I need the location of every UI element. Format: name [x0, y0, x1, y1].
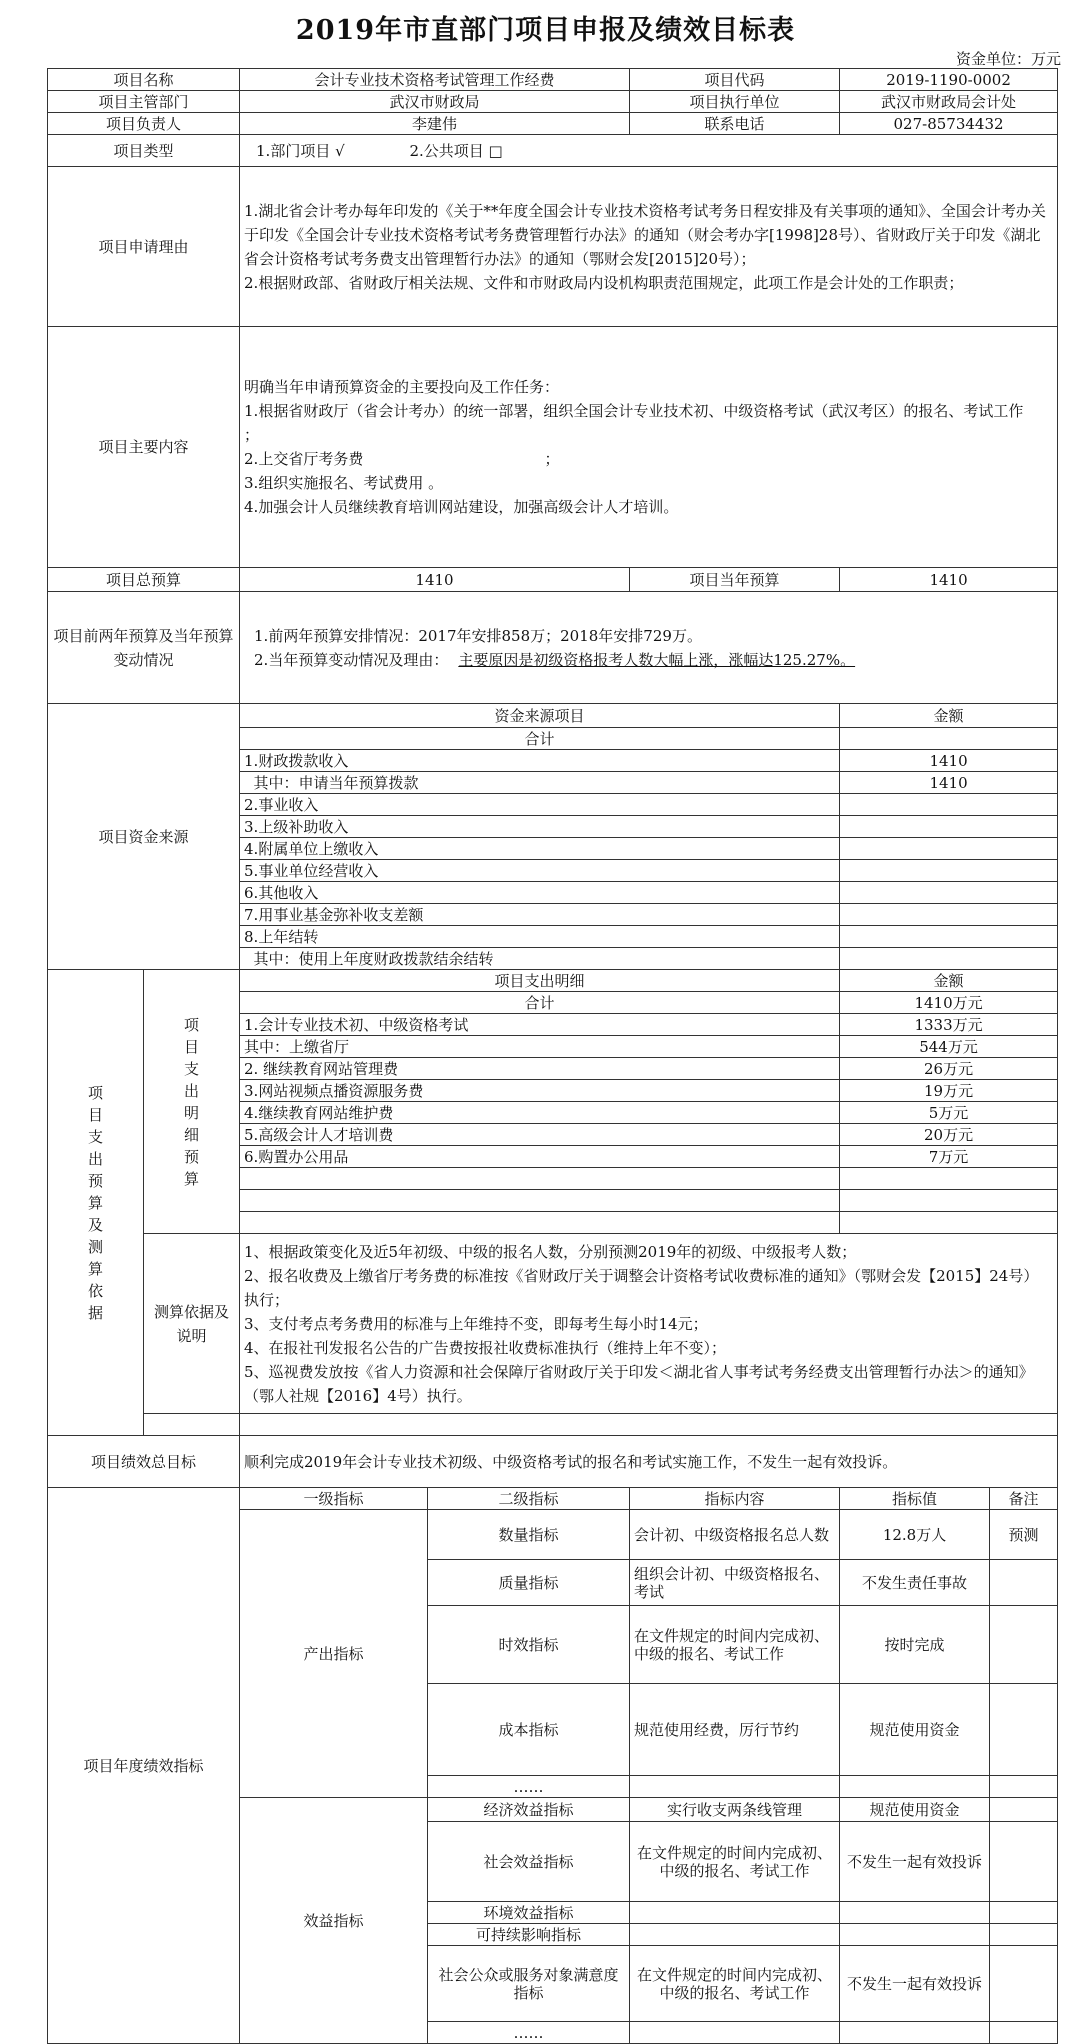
project-name-value: 会计专业技术资格考试管理工作经费: [240, 69, 630, 91]
ind-l2: 质量指标: [428, 1560, 630, 1606]
ind-content: [630, 1924, 840, 1946]
source-head-amount: 金额: [840, 704, 1058, 728]
expense-empty-row: [240, 1190, 840, 1212]
ind-note: [990, 2022, 1058, 2044]
ind-note: [990, 1946, 1058, 2022]
source-row: 1.财政拨款收入: [240, 750, 840, 772]
expense-empty-amount: [840, 1168, 1058, 1190]
detail-label-text: 项目支出明细预算: [184, 1015, 200, 1188]
content-text: [240, 327, 1081, 568]
source-row: 4.附属单位上缴收入: [240, 838, 840, 860]
change-text: [240, 592, 1058, 704]
source-row: 其中：申请当年预算拨款: [240, 772, 840, 794]
ind-content: 组织会计初、中级资格报名、考试: [630, 1560, 840, 1606]
project-name-label: 项目名称: [48, 69, 240, 91]
ind-content: [630, 2022, 840, 2044]
reason-text: [240, 167, 1058, 327]
ind-head-l1: 一级指标: [240, 1488, 428, 1510]
expense-total-amount: 1410万元: [840, 992, 1058, 1014]
owner-label: 项目负责人: [48, 113, 240, 135]
expense-label-text: 项目支出预算及测算依据: [88, 1083, 104, 1322]
content-line-4: 4.加强会计人员继续教育培训网站建设，加强高级会计人才培训。: [244, 498, 679, 516]
ind-content: 在文件规定的时间内完成初、中级的报名、考试工作: [630, 1606, 840, 1684]
expense-empty-row: [240, 1168, 840, 1190]
ind-note: [990, 1684, 1058, 1776]
source-amount: [840, 948, 1058, 970]
expense-row: 5.高级会计人才培训费: [240, 1124, 840, 1146]
ind-head-note: 备注: [990, 1488, 1058, 1510]
source-label: 项目资金来源: [48, 704, 240, 970]
change-line-2-prefix: 2.当年预算变动情况及理由：: [254, 650, 449, 669]
source-amount: [840, 926, 1058, 948]
basis-line-4: 4、在报社刊发报名公告的广告费按报社收费标准执行（维持上年不变）；: [244, 1338, 727, 1357]
unit-label: 资金单位：万元: [955, 50, 1061, 68]
ind-l2: ……: [428, 2022, 630, 2044]
ind-content: 在文件规定的时间内完成初、中级的报名、考试工作: [630, 1822, 840, 1902]
output-label: 产出指标: [240, 1510, 428, 1798]
expense-head-item: 项目支出明细: [240, 970, 840, 992]
dept-value: 武汉市财政局: [240, 91, 630, 113]
project-code-label: 项目代码: [630, 69, 840, 91]
expense-row: 2. 继续教育网站管理费: [240, 1058, 840, 1080]
ind-l2: 数量指标: [428, 1510, 630, 1560]
ind-value: 12.8万人: [840, 1510, 990, 1560]
owner-value: 李建伟: [240, 113, 630, 135]
ind-value: 不发生一起有效投诉: [840, 1822, 990, 1902]
ind-content: [630, 1776, 840, 1798]
source-row: 5.事业单位经营收入: [240, 860, 840, 882]
source-total-amount: [840, 728, 1058, 750]
phone-value: 027-85734432: [840, 113, 1058, 135]
type-option-dept: 1.部门项目 √: [256, 141, 345, 160]
content-line-3: 3.组织实施报名、考试费用 。: [244, 474, 444, 492]
source-row: 6.其他收入: [240, 882, 840, 904]
ind-value: 规范使用资金: [840, 1684, 990, 1776]
ind-l2: ……: [428, 1776, 630, 1798]
goal-text: 顺利完成2019年会计专业技术初级、中级资格考试的报名和考试实施工作，不发生一起有效投诉。: [240, 1436, 1058, 1488]
reason-label: 项目申请理由: [48, 167, 240, 327]
ind-value: [840, 2022, 990, 2044]
ind-value: [840, 1924, 990, 1946]
ind-value: 不发生责任事故: [840, 1560, 990, 1606]
source-amount: [840, 882, 1058, 904]
change-label: 项目前两年预算及当年预算变动情况: [48, 592, 240, 704]
type-option-public: 2.公共项目 □: [409, 141, 503, 160]
ind-l2: 经济效益指标: [428, 1798, 630, 1822]
ind-l2: 时效指标: [428, 1606, 630, 1684]
basis-text: [240, 1234, 1058, 1414]
ind-value: 不发生一起有效投诉: [840, 1946, 990, 2022]
ind-l2: 环境效益指标: [428, 1902, 630, 1924]
ind-note: [990, 1798, 1058, 1822]
basis-line-3: 3、支付考点考务费用的标准与上年维持不变，即每考生每小时14元；: [244, 1314, 708, 1333]
ind-content: 规范使用经费，厉行节约: [630, 1684, 840, 1776]
ind-l2: 社会效益指标: [428, 1822, 630, 1902]
detail-label: [144, 970, 240, 1234]
ind-l2: 成本指标: [428, 1684, 630, 1776]
source-row: 2.事业收入: [240, 794, 840, 816]
ind-l2: 可持续影响指标: [428, 1924, 630, 1946]
content-line-2: 2.上交省厅考务费 ；: [244, 450, 560, 468]
ind-value: [840, 1902, 990, 1924]
source-row: 8.上年结转: [240, 926, 840, 948]
project-code-value: 2019-1190-0002: [840, 69, 1058, 91]
exec-unit-label: 项目执行单位: [630, 91, 840, 113]
ind-value: [840, 1776, 990, 1798]
ind-note: [990, 1560, 1058, 1606]
total-budget-label: 项目总预算: [48, 568, 240, 592]
change-line-1: 1.前两年预算安排情况：2017年安排858万；2018年安排729万。: [254, 626, 702, 645]
content-line-1: 1.根据省财政厅（省会计考办）的统一部署，组织全国会计专业技术初、中级资格考试（武汉考区）的报名、考试工作 ；: [244, 402, 1081, 444]
dept-label: 项目主管部门: [48, 91, 240, 113]
project-form-table: [47, 68, 1081, 2044]
source-head-item: 资金来源项目: [240, 704, 840, 728]
expense-empty-row: [240, 1212, 840, 1234]
ind-note: [990, 1776, 1058, 1798]
year-budget-label: 项目当年预算: [630, 568, 840, 592]
project-type-value: [240, 135, 1058, 167]
phone-label: 联系电话: [630, 113, 840, 135]
basis-line-2: 2、报名收费及上缴省厅考务费的标准按《省财政厅关于调整会计资格考试收费标准的通知》（鄂财会发【2015】24号）执行；: [244, 1266, 1039, 1309]
content-label: 项目主要内容: [48, 327, 240, 568]
ind-head-l2: 二级指标: [428, 1488, 630, 1510]
benefit-label: 效益指标: [240, 1798, 428, 2044]
ind-content: 在文件规定的时间内完成初、中级的报名、考试工作: [630, 1946, 840, 2022]
ind-head-value: 指标值: [840, 1488, 990, 1510]
expense-empty-amount: [840, 1212, 1058, 1234]
ind-value: 按时完成: [840, 1606, 990, 1684]
source-row: 其中：使用上年度财政拨款结余结转: [240, 948, 840, 970]
ind-head-content: 指标内容: [630, 1488, 840, 1510]
source-amount: [840, 838, 1058, 860]
ind-value: 规范使用资金: [840, 1798, 990, 1822]
expense-row: 其中：上缴省厅: [240, 1036, 840, 1058]
basis-label: 测算依据及说明: [144, 1234, 240, 1414]
basis-line-5: 5、巡视费发放按《省人力资源和社会保障厅省财政厅关于印发＜湖北省人事考试考务经费支出管理暂行办法＞的通知》（鄂人社规【2016】4号）执行。: [244, 1362, 1034, 1405]
source-amount: 1410: [840, 750, 1058, 772]
exec-unit-value: 武汉市财政局会计处: [840, 91, 1058, 113]
reason-line-1: 1.湖北省会计考办每年印发的《关于**年度全国会计专业技术资格考试考务日程安排及有关事项的通知》、全国会计考办关于印发《全国会计专业技术资格考试考务费管理暂行办法》的通知（财会考办字[1998]28号）、省财政厅关于印发《湖北省会计资格考试考务费支出管理暂行办法》的通知（鄂财会发[2015]20号）；: [244, 201, 1046, 268]
expense-empty-amount: [840, 1190, 1058, 1212]
year-budget-value: 1410: [840, 568, 1058, 592]
expense-amount: 26万元: [840, 1058, 1058, 1080]
total-budget-value: 1410: [240, 568, 630, 592]
ind-content: 会计初、中级资格报名总人数: [630, 1510, 840, 1560]
ind-note: [990, 1822, 1058, 1902]
change-line-2-reason: 主要原因是初级资格报考人数大幅上涨，涨幅达125.27%。: [458, 650, 856, 669]
ind-note: [990, 1606, 1058, 1684]
expense-total-label: 合计: [240, 992, 840, 1014]
basis-line-1: 1、根据政策变化及近5年初级、中级的报名人数，分别预测2019年的初级、中级报考人数；: [244, 1242, 857, 1261]
source-amount: 1410: [840, 772, 1058, 794]
expense-amount: 544万元: [840, 1036, 1058, 1058]
expense-row: 1.会计专业技术初、中级资格考试: [240, 1014, 840, 1036]
indicators-label: 项目年度绩效指标: [48, 1488, 240, 2044]
ind-note: [990, 1924, 1058, 1946]
expense-amount: 7万元: [840, 1146, 1058, 1168]
expense-row: 6.购置办公用品: [240, 1146, 840, 1168]
project-type-label: 项目类型: [48, 135, 240, 167]
expense-spacer-wide: [240, 1414, 1058, 1436]
expense-spacer: [144, 1414, 240, 1436]
expense-amount: 20万元: [840, 1124, 1058, 1146]
expense-amount: 19万元: [840, 1080, 1058, 1102]
content-line-0: 明确当年申请预算资金的主要投向及工作任务：: [244, 378, 560, 396]
change-line-2: [244, 648, 1053, 672]
reason-line-2: 2.根据财政部、省财政厅相关法规、文件和市财政局内设机构职责范围规定，此项工作是会计处的工作职责；: [244, 273, 964, 292]
source-amount: [840, 904, 1058, 926]
ind-content: [630, 1902, 840, 1924]
ind-content: 实行收支两条线管理: [630, 1798, 840, 1822]
expense-row: 3.网站视频点播资源服务费: [240, 1080, 840, 1102]
expense-amount: 5万元: [840, 1102, 1058, 1124]
source-amount: [840, 816, 1058, 838]
ind-l2: 社会公众或服务对象满意度指标: [428, 1946, 630, 2022]
source-total-label: 合计: [240, 728, 840, 750]
expense-label: [48, 970, 144, 1436]
source-amount: [840, 794, 1058, 816]
expense-head-amount: 金额: [840, 970, 1058, 992]
ind-note: [990, 1902, 1058, 1924]
source-amount: [840, 860, 1058, 882]
source-row: 7.用事业基金弥补收支差额: [240, 904, 840, 926]
goal-label: 项目绩效总目标: [48, 1436, 240, 1488]
page-title: 2019年市直部门项目申报及绩效目标表: [295, 15, 796, 46]
source-row: 3.上级补助收入: [240, 816, 840, 838]
ind-note: 预测: [990, 1510, 1058, 1560]
expense-row: 4.继续教育网站维护费: [240, 1102, 840, 1124]
expense-amount: 1333万元: [840, 1014, 1058, 1036]
